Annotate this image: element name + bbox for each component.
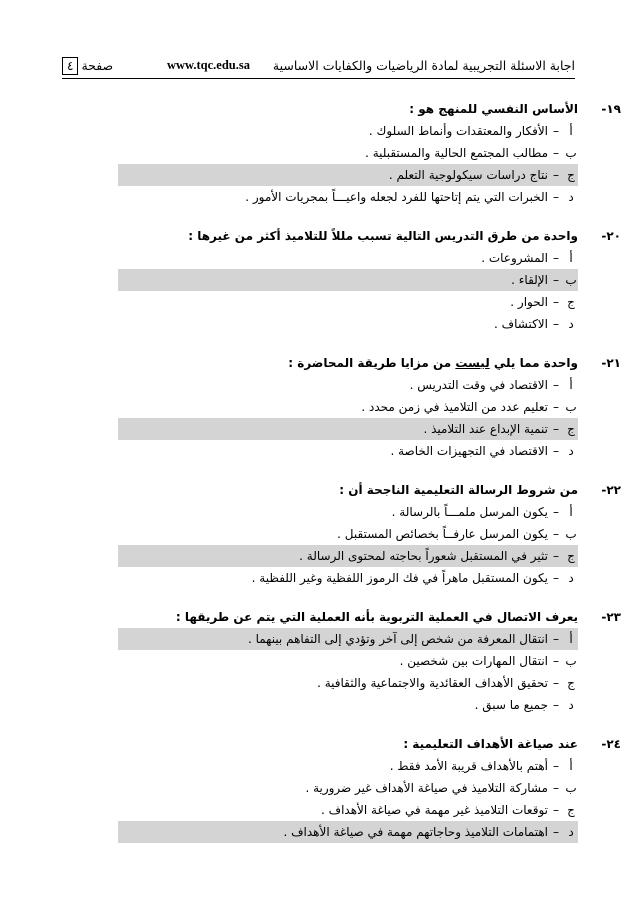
option-text: مطالب المجتمع الحالية والمستقبلية . [365, 146, 548, 160]
option-text: الإلقاء . [511, 273, 548, 287]
option-dash: – [553, 505, 559, 519]
option-text: الأفكار والمعتقدات وأنماط السلوك . [368, 124, 548, 138]
answer-option-highlighted [118, 269, 578, 291]
option-text: الاقتصاد في وقت التدريس . [409, 378, 548, 392]
answer-option [118, 247, 578, 269]
answer-option-highlighted [118, 164, 578, 186]
option-dash: – [553, 295, 559, 309]
option-letter: ج [567, 422, 575, 436]
option-dash: – [553, 273, 559, 287]
option-dash: – [553, 632, 559, 646]
question-stem [118, 479, 621, 501]
option-letter: د [568, 571, 574, 585]
question-1 [118, 98, 621, 208]
option-dash: – [553, 168, 559, 182]
question-number: ٢١- [601, 356, 621, 370]
option-dash: – [553, 190, 559, 204]
header-page-label: صفحة [81, 58, 114, 73]
option-text: مشاركة التلاميذ في صياغة الأهداف غير ضرورية . [305, 781, 548, 795]
option-dash: – [553, 251, 559, 265]
answer-option-highlighted [118, 418, 578, 440]
option-dash: – [553, 422, 559, 436]
answer-option [118, 374, 578, 396]
option-dash: – [553, 571, 559, 585]
answer-option [118, 501, 578, 523]
option-text: المشروعات . [481, 251, 548, 265]
option-dash: – [553, 549, 559, 563]
question-text-part: عند صياغة الأهداف التعليمية : [403, 737, 578, 751]
answer-option [118, 396, 578, 418]
answer-option [118, 523, 578, 545]
option-letter: ج [567, 676, 575, 690]
option-letter: أ [569, 124, 573, 138]
question-text [339, 479, 578, 501]
question-text-part: من مزايا طريقة المحاضرة : [288, 356, 456, 370]
question-6 [118, 733, 621, 843]
option-letter: د [568, 444, 574, 458]
option-text: يكون المرسل عارفــاً بخصائص المستقبل . [337, 527, 548, 541]
option-letter: ب [565, 654, 577, 668]
answer-option [118, 440, 578, 462]
option-dash: – [553, 803, 559, 817]
answer-option [118, 120, 578, 142]
option-dash: – [553, 825, 559, 839]
option-text: الحوار . [510, 295, 548, 309]
answer-option [118, 142, 578, 164]
question-text [403, 733, 578, 755]
answer-option [118, 694, 578, 716]
question-number: ٢٠- [601, 229, 621, 243]
answer-option [118, 186, 578, 208]
question-5 [118, 606, 621, 716]
option-letter: أ [569, 378, 573, 392]
option-letter: ج [567, 803, 575, 817]
option-text: تحقيق الأهداف العقائدية والاجتماعية والثقافية . [317, 676, 548, 690]
option-dash: – [553, 317, 559, 331]
option-letter: ب [565, 273, 577, 287]
answer-option-highlighted [118, 545, 578, 567]
option-dash: – [553, 527, 559, 541]
question-text-part: الأساس النفسي للمنهج هو : [409, 102, 578, 116]
question-text-part: واحدة من طرق التدريس التالية تسبب مللاً للتلاميذ أكثر من غيرها : [188, 229, 578, 243]
answer-option [118, 567, 578, 589]
option-text: يكون المرسل ملمـــاً بالرسالة . [391, 505, 548, 519]
header-page [62, 57, 113, 75]
question-2 [118, 225, 621, 335]
option-text: تثير في المستقبل شعوراً بحاجته لمحتوى الرسالة . [299, 549, 548, 563]
option-letter: ب [565, 527, 577, 541]
header-url[interactable]: www.tqc.edu.sa [167, 58, 250, 72]
option-letter: ب [565, 146, 577, 160]
option-dash: – [553, 444, 559, 458]
question-text [409, 98, 578, 120]
option-text: اهتمامات التلاميذ وحاجاتهم مهمة في صياغة الأهداف . [283, 825, 548, 839]
question-text-part: واحدة مما يلي [489, 356, 578, 370]
question-number: ٢٢- [601, 483, 621, 497]
question-text [188, 225, 578, 247]
option-letter: ب [565, 781, 577, 795]
answer-option [118, 777, 578, 799]
page-header [62, 56, 575, 79]
answer-option [118, 672, 578, 694]
question-stem [118, 98, 621, 120]
option-text: نتاج دراسات سيكولوجية التعلم . [388, 168, 548, 182]
option-text: انتقال المعرفة من شخص إلى آخر وتؤدي إلى التفاهم بينهما . [247, 632, 548, 646]
option-letter: ج [567, 549, 575, 563]
option-dash: – [553, 124, 559, 138]
option-dash: – [553, 654, 559, 668]
question-text-part: يعرف الاتصال في العملية التربوية بأنه العملية التي يتم عن طريقها : [175, 610, 578, 624]
option-letter: أ [569, 759, 573, 773]
option-letter: د [568, 825, 574, 839]
option-text: انتقال المهارات بين شخصين . [399, 654, 548, 668]
answer-option-highlighted [118, 821, 578, 843]
question-text-part: من شروط الرسالة التعليمية الناجحة أن : [339, 483, 578, 497]
option-dash: – [553, 781, 559, 795]
option-text: الاكتشاف . [494, 317, 548, 331]
question-text-underlined: ليست [455, 356, 490, 370]
option-letter: أ [569, 505, 573, 519]
questions-list [118, 98, 621, 860]
option-letter: أ [569, 632, 573, 646]
question-number: ١٩- [601, 102, 621, 116]
option-text: يكون المستقبل ماهراً في فك الرموز اللفظية وغير اللفظية . [251, 571, 548, 585]
question-3 [118, 352, 621, 462]
option-letter: د [568, 317, 574, 331]
answer-option-highlighted [118, 628, 578, 650]
answer-option [118, 755, 578, 777]
option-letter: ب [565, 400, 577, 414]
option-letter: ج [567, 295, 575, 309]
option-letter: أ [569, 251, 573, 265]
option-text: أهتم بالأهداف قريبة الأمد فقط . [389, 759, 548, 773]
header-page-number: ٤ [62, 57, 78, 75]
answer-option [118, 313, 578, 335]
question-4 [118, 479, 621, 589]
option-dash: – [553, 698, 559, 712]
question-stem [118, 606, 621, 628]
option-text: الاقتصاد في التجهيزات الخاصة . [390, 444, 548, 458]
option-text: الخبرات التي يتم إتاحتها للفرد لجعله واعيـــاً بمجريات الأمور . [245, 190, 548, 204]
answer-option [118, 799, 578, 821]
question-text [176, 606, 578, 628]
option-letter: ج [567, 168, 575, 182]
option-dash: – [553, 146, 559, 160]
option-letter: د [568, 190, 574, 204]
question-stem [118, 225, 621, 247]
question-text [288, 352, 578, 374]
option-dash: – [553, 400, 559, 414]
option-text: توقعات التلاميذ غير مهمة في صياغة الأهداف . [321, 803, 548, 817]
question-stem [118, 352, 621, 374]
answer-option [118, 291, 578, 313]
option-text: تعليم عدد من التلاميذ في زمن محدد . [361, 400, 548, 414]
option-text: تنمية الإبداع عند التلاميذ . [423, 422, 548, 436]
option-dash: – [553, 378, 559, 392]
option-letter: د [568, 698, 574, 712]
option-dash: – [553, 759, 559, 773]
header-title: اجابة الاسئلة التجريبية لمادة الرياضيات والكفايات الاساسية [272, 58, 575, 73]
question-number: ٢٣- [601, 610, 621, 624]
option-text: جميع ما سبق . [474, 698, 548, 712]
question-number: ٢٤- [601, 737, 621, 751]
question-stem [118, 733, 621, 755]
option-dash: – [553, 676, 559, 690]
answer-option [118, 650, 578, 672]
